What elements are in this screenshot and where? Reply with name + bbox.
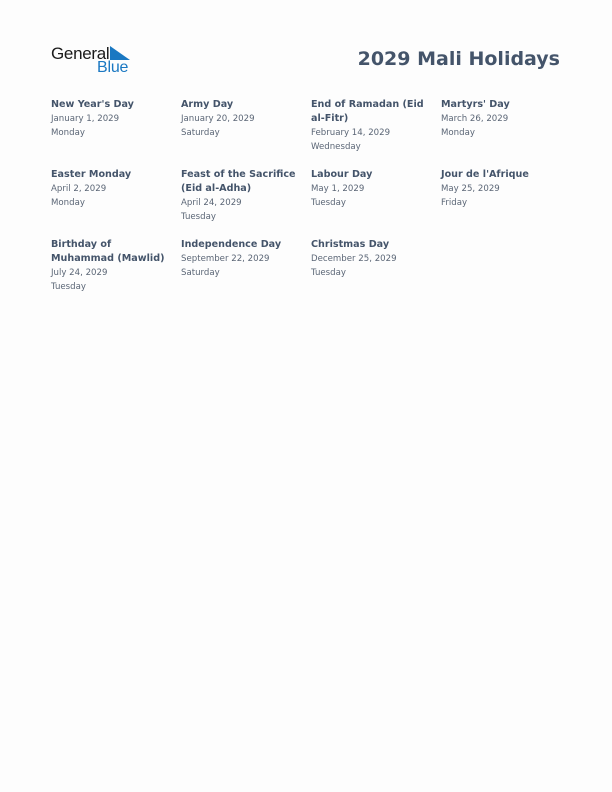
logo-triangle-icon xyxy=(110,46,130,60)
holiday-item xyxy=(311,168,435,210)
holiday-date: December 25, 2029 xyxy=(311,254,397,264)
holiday-item xyxy=(311,98,435,154)
holiday-name: Martyrs' Day xyxy=(441,99,510,110)
holiday-date: January 1, 2029 xyxy=(51,114,120,124)
holiday-date: September 22, 2029 xyxy=(181,254,270,264)
holiday-weekday: Monday xyxy=(441,128,475,138)
holiday-item xyxy=(311,238,435,280)
holiday-item xyxy=(181,168,305,224)
holiday-weekday: Tuesday xyxy=(311,268,346,278)
holiday-weekday: Tuesday xyxy=(51,282,86,292)
holiday-date: May 1, 2029 xyxy=(311,184,365,194)
holiday-date: February 14, 2029 xyxy=(311,128,391,138)
holiday-name: Christmas Day xyxy=(311,239,390,250)
holiday-weekday: Friday xyxy=(441,198,468,208)
holiday-date: April 24, 2029 xyxy=(181,198,242,208)
holiday-name: End of Ramadan (Eid al-Fitr) xyxy=(311,99,424,124)
holiday-date: May 25, 2029 xyxy=(441,184,500,194)
holiday-name: Labour Day xyxy=(311,169,373,180)
holiday-item xyxy=(51,98,175,140)
generalblue-logo xyxy=(51,44,141,78)
holiday-name: Feast of the Sacrifice (Eid al-Adha) xyxy=(181,169,296,194)
page-title: 2029 Mali Holidays xyxy=(357,48,560,70)
holiday-weekday: Wednesday xyxy=(311,142,361,152)
logo-word-general: General xyxy=(51,44,110,63)
logo-word-blue: Blue xyxy=(97,59,129,76)
holiday-weekday: Saturday xyxy=(181,128,220,138)
holiday-item xyxy=(441,168,565,210)
holiday-name: Birthday of Muhammad (Mawlid) xyxy=(51,239,165,264)
holiday-item xyxy=(181,98,305,140)
holiday-date: March 26, 2029 xyxy=(441,114,509,124)
holiday-name: Jour de l'Afrique xyxy=(441,169,529,180)
holiday-name: Army Day xyxy=(181,99,234,110)
holiday-name: Independence Day xyxy=(181,239,282,250)
holiday-name: New Year's Day xyxy=(51,99,134,110)
holiday-date: January 20, 2029 xyxy=(181,114,255,124)
holiday-item xyxy=(51,168,175,210)
holiday-date: April 2, 2029 xyxy=(51,184,107,194)
holiday-weekday: Monday xyxy=(51,128,85,138)
holiday-item xyxy=(51,238,175,294)
holiday-name: Easter Monday xyxy=(51,169,132,180)
holiday-weekday: Saturday xyxy=(181,268,220,278)
holiday-weekday: Monday xyxy=(51,198,85,208)
holiday-item xyxy=(181,238,305,280)
holiday-weekday: Tuesday xyxy=(311,198,346,208)
holiday-item xyxy=(441,98,565,140)
holiday-weekday: Tuesday xyxy=(181,212,216,222)
holiday-date: July 24, 2029 xyxy=(51,268,108,278)
